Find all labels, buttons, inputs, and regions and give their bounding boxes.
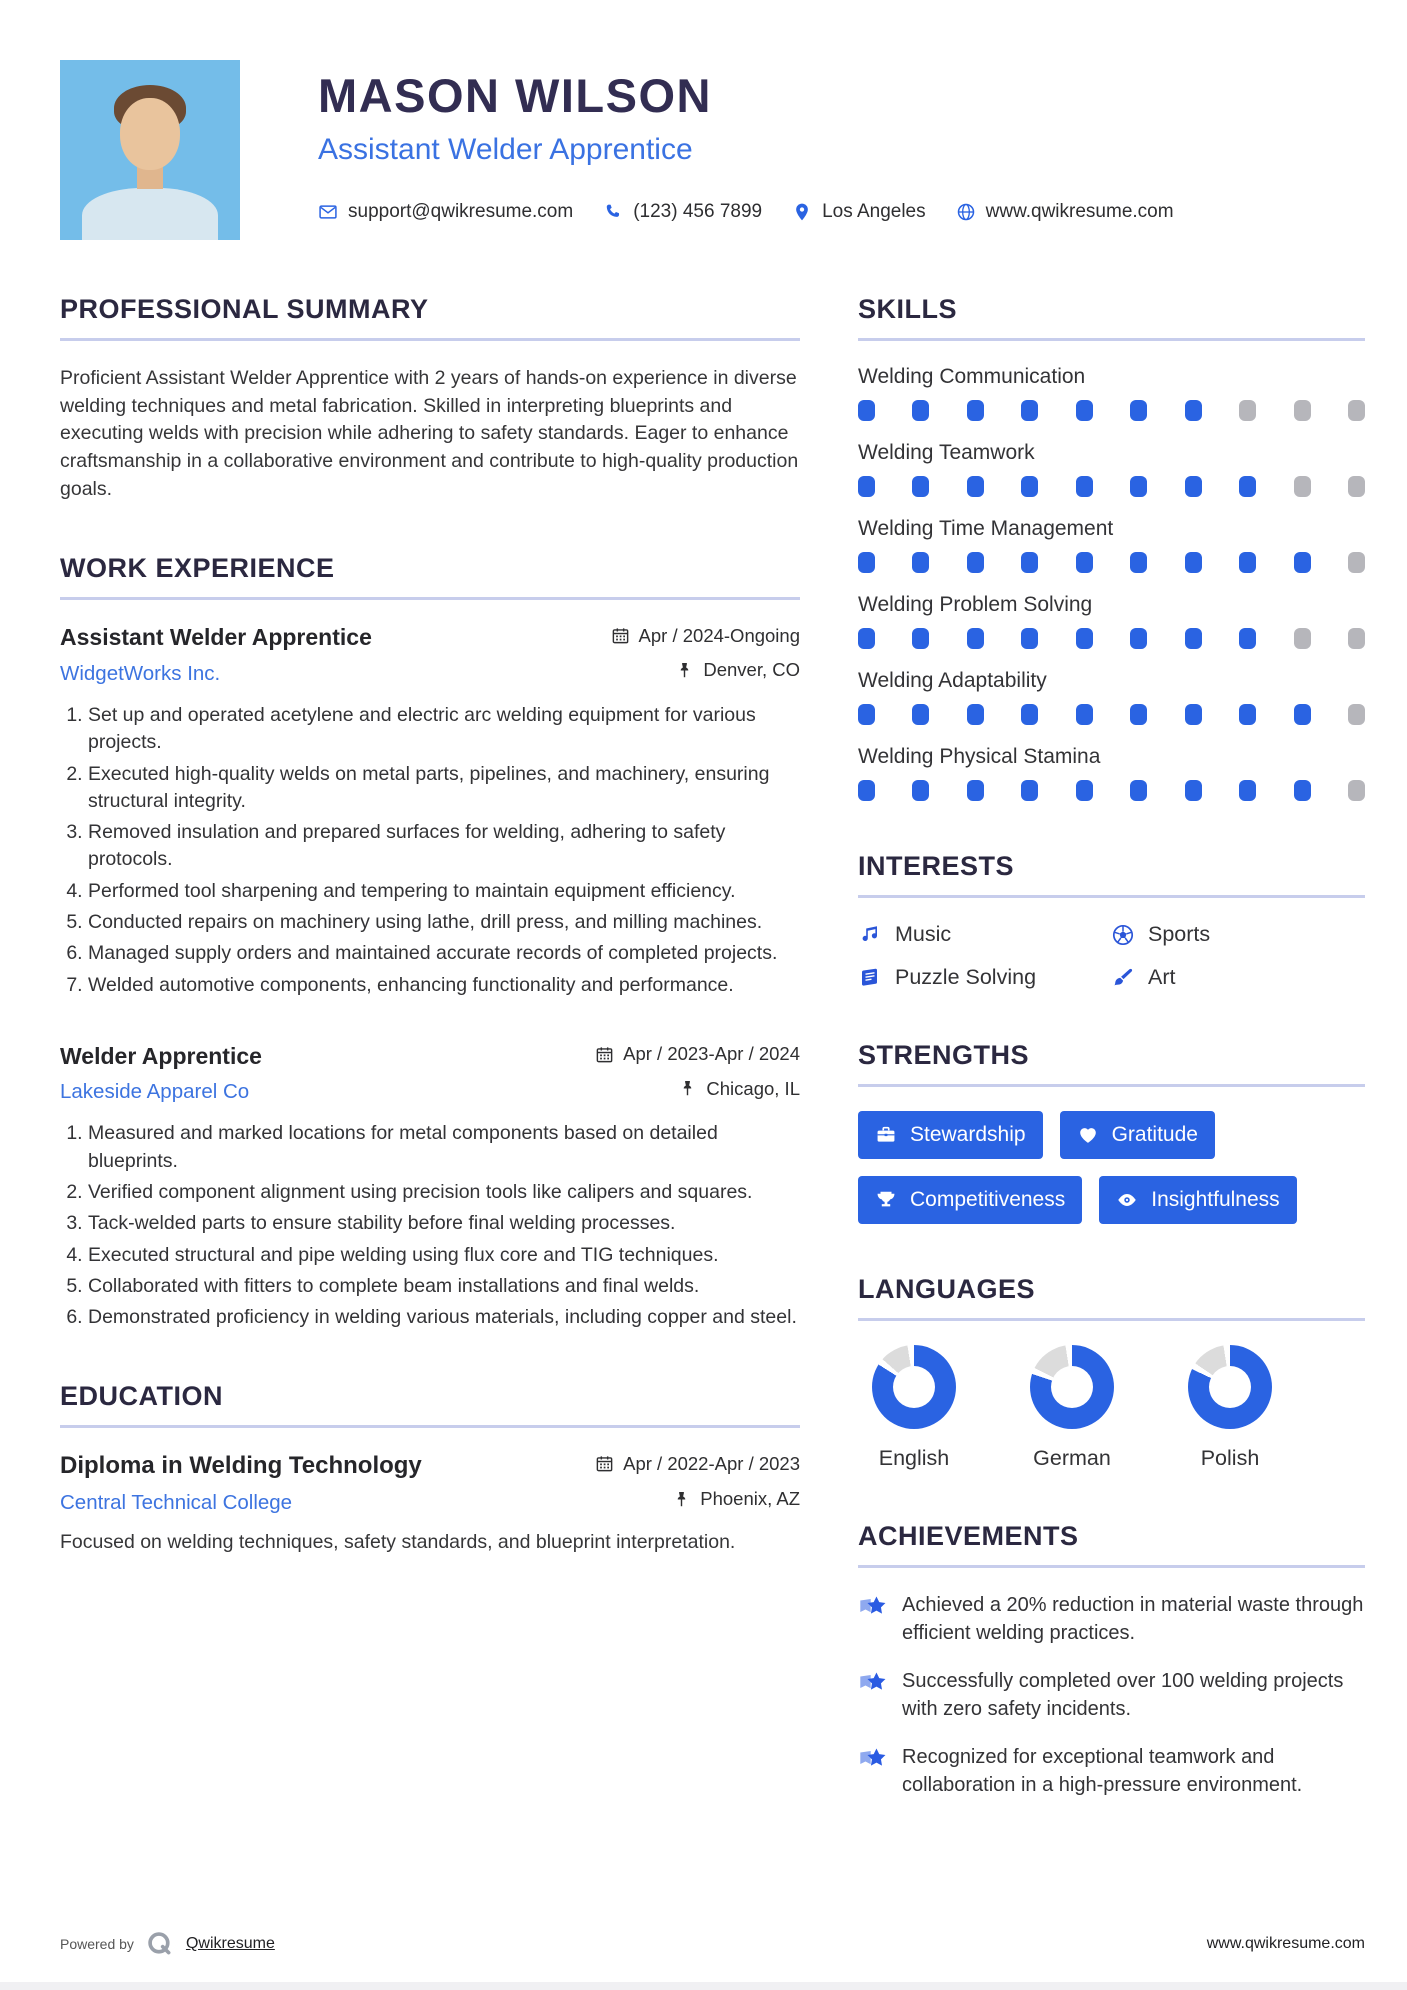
footer [60,1930,1365,1958]
heart-icon [1077,1124,1099,1146]
skill-dot [858,400,875,421]
job-bullet-list [60,1120,800,1331]
achievement-text: Achieved a 20% reduction in material waste through efficient welding practices. [902,1594,1364,1644]
skill-dot [1239,780,1256,801]
globe-icon [956,202,976,222]
language-donut [1188,1345,1272,1429]
skill-dot [1294,552,1311,573]
language-donut [872,1345,956,1429]
work-experience-section [60,553,800,1331]
footer-website: www.qwikresume.com [1206,1935,1365,1952]
job-dates: Apr / 2024-Ongoing [638,624,800,646]
skill-dot [967,780,984,801]
skill-dot [1021,552,1038,573]
interests-heading: INTERESTS [858,851,1365,898]
bullet-item: 1. Set up and operated acetylene and electric arc welding equipment for various projects. [88,702,800,757]
strength-badge [858,1176,1082,1224]
skill-label: Welding Adaptability [858,669,1047,692]
interest-item [1111,965,1365,990]
skill-label: Welding Communication [858,365,1086,388]
skill-dot [1021,476,1038,497]
skill-dot [1348,400,1365,421]
education-section [60,1381,800,1556]
candidate-job-title: Assistant Welder Apprentice [318,133,693,166]
bullet-item: 1. Measured and marked locations for metal components based on detailed blueprints. [88,1120,800,1175]
bullet-item: 6. Managed supply orders and maintained accurate records of completed projects. [88,940,800,967]
summary-section [60,294,800,503]
skill-dot [1076,476,1093,497]
skill-dot [1294,400,1311,421]
summary-heading: PROFESSIONAL SUMMARY [60,294,800,341]
skills-heading: SKILLS [858,294,1365,341]
skill-dot [1076,780,1093,801]
interests-grid [858,922,1365,990]
contact-item [318,201,573,223]
job-dates: Apr / 2023-Apr / 2024 [623,1043,800,1065]
skill-dot [1294,476,1311,497]
interest-label: Music [895,922,952,946]
company-link[interactable]: Lakeside Apparel Co [60,1080,250,1104]
education-description: Focused on welding techniques, safety standards, and blueprint interpretation. [60,1530,736,1553]
contact-text: (123) 456 7899 [633,201,763,222]
profile-photo [60,60,240,240]
skill-dot [1348,552,1365,573]
strength-label: Competitiveness [910,1188,1066,1211]
calendar-icon [595,1454,614,1473]
language-item [858,1345,970,1471]
education-dates: Apr / 2022-Apr / 2023 [623,1452,800,1474]
bullet-item: 3. Tack-welded parts to ensure stability before final welding processes. [88,1210,800,1237]
skill-dot [967,628,984,649]
contact-text: Los Angeles [822,201,926,222]
award-star-icon [858,1670,888,1698]
strength-badge [1099,1176,1296,1224]
achievements-list [858,1592,1365,1800]
job-entry [60,1043,800,1332]
strengths-section [858,1040,1365,1224]
skill-dot [858,704,875,725]
job-entry [60,624,800,998]
contact-item [792,201,926,223]
skill-dot [1185,628,1202,649]
skills-section [858,294,1365,801]
bullet-item: 6. Demonstrated proficiency in welding various materials, including copper and steel. [88,1304,800,1331]
skill-dot [1294,780,1311,801]
interest-label: Puzzle Solving [895,965,1037,989]
skill-dot [912,400,929,421]
skill-dots [858,400,1365,421]
bullet-item: 3. Removed insulation and prepared surfaces for welding, adhering to safety protocols. [88,819,800,874]
strength-badge [1060,1111,1215,1159]
skill-label: Welding Physical Stamina [858,745,1101,768]
job-location: Chicago, IL [706,1077,800,1099]
briefcase-icon [875,1124,897,1146]
achievement-text: Successfully completed over 100 welding projects with zero safety incidents. [902,1670,1344,1720]
job-location: Denver, CO [703,659,800,681]
language-label: German [1033,1446,1111,1470]
job-bullet-list [60,702,800,999]
skill-dot [858,780,875,801]
bullet-item: 2. Verified component alignment using precision tools like calipers and squares. [88,1179,800,1206]
skill-dot [1130,628,1147,649]
skill-dot [967,476,984,497]
skill-dot [1021,628,1038,649]
education-heading: EDUCATION [60,1381,800,1428]
skill-label: Welding Time Management [858,517,1114,540]
strength-badge [858,1111,1043,1159]
languages-heading: LANGUAGES [858,1274,1365,1321]
job-title: Welder Apprentice [60,1042,262,1069]
languages-section [858,1274,1365,1471]
achievements-section [858,1521,1365,1800]
bullet-item: 5. Conducted repairs on machinery using lathe, drill press, and milling machines. [88,909,800,936]
skill-dot [1185,780,1202,801]
skill-label: Welding Teamwork [858,441,1035,464]
bullet-item: 4. Executed structural and pipe welding using flux core and TIG techniques. [88,1242,800,1269]
skill-dot [1076,552,1093,573]
skill-dot [912,780,929,801]
skill-dot [1076,704,1093,725]
skill-dot [1239,552,1256,573]
pushpin-icon [675,661,694,680]
header [60,60,1365,240]
skill-item [858,365,1365,421]
skill-dot [967,704,984,725]
skill-item [858,517,1365,573]
skill-dot [1348,704,1365,725]
qwikresume-link[interactable]: Qwikresume [185,1935,275,1952]
paintbrush-icon [1111,966,1135,990]
skill-label: Welding Problem Solving [858,593,1093,616]
bullet-item: 5. Collaborated with fitters to complete beam installations and final welds. [88,1273,800,1300]
skill-dot [1130,704,1147,725]
skill-dot [1348,476,1365,497]
interest-item [1111,922,1365,947]
music-note-icon [858,923,882,947]
bullet-item: 2. Executed high-quality welds on metal parts, pipelines, and machinery, ensuring structural integrity. [88,761,800,816]
skill-dot [1294,704,1311,725]
skill-item [858,745,1365,801]
skill-item [858,441,1365,497]
strengths-heading: STRENGTHS [858,1040,1365,1087]
pushpin-icon [678,1079,697,1098]
languages-list [858,1345,1365,1471]
skill-dot [1021,780,1038,801]
skill-dot [858,628,875,649]
contact-text: support@qwikresume.com [348,201,574,222]
right-column [858,294,1365,1850]
skill-dot [858,552,875,573]
achievement-text: Recognized for exceptional teamwork and collaboration in a high-pressure environment. [902,1746,1303,1796]
skill-item [858,593,1365,649]
skill-dot [1185,704,1202,725]
skill-dot [1021,400,1038,421]
skill-dots [858,704,1365,725]
soccer-ball-icon [1111,923,1135,947]
skill-dots [858,780,1365,801]
skill-dots [858,552,1365,573]
left-column [60,294,800,1850]
skill-dot [1076,628,1093,649]
language-label: Polish [1200,1446,1260,1470]
skill-dot [1185,476,1202,497]
school-link[interactable]: Central Technical College [60,1490,293,1514]
calendar-icon [611,626,630,645]
bullet-item: 7. Welded automotive components, enhancing functionality and performance. [88,972,800,999]
skill-dot [1294,628,1311,649]
skill-dot [1239,400,1256,421]
work-experience-heading: WORK EXPERIENCE [60,553,800,600]
award-star-icon [858,1746,888,1774]
skill-dot [1348,628,1365,649]
calendar-icon [595,1045,614,1064]
eye-icon [1116,1189,1138,1211]
skill-dot [1130,400,1147,421]
achievement-item [858,1744,1365,1799]
strength-label: Insightfulness [1151,1188,1280,1211]
skill-dot [912,476,929,497]
skill-dot [912,552,929,573]
skill-dot [1021,704,1038,725]
skill-dot [912,628,929,649]
skill-dot [858,476,875,497]
book-icon [858,966,882,990]
language-label: English [878,1446,950,1470]
powered-by-label: Powered by [60,1936,134,1952]
skill-dot [1239,628,1256,649]
qwikresume-logo-icon [146,1930,174,1958]
skill-dot [1239,476,1256,497]
strength-label: Gratitude [1111,1123,1198,1146]
contact-text: www.qwikresume.com [985,201,1174,222]
interest-item [858,965,1111,990]
contact-row [318,201,1174,223]
skill-dot [1185,552,1202,573]
achievements-heading: ACHIEVEMENTS [858,1521,1365,1568]
skill-dot [1130,552,1147,573]
skill-dot [967,552,984,573]
strength-label: Stewardship [910,1123,1026,1146]
achievement-item [858,1668,1365,1723]
photo-shirt [82,188,218,240]
bottom-strip [0,1982,1407,1990]
job-title: Assistant Welder Apprentice [60,624,372,651]
award-star-icon [858,1594,888,1622]
skills-list [858,365,1365,801]
language-donut [1030,1345,1114,1429]
strengths-list [858,1111,1365,1224]
summary-text: Proficient Assistant Welder Apprentice with 2 years of hands-on experience in diverse welding techniques and metal fabrication. Skilled in interpreting blueprints and executing welds with precision while adhering to safety standards. Eager to enhance craftsmanship in a collaborative environment and contribute to high-quality production goals. [60,367,799,500]
envelope-icon [318,202,338,222]
interest-label: Art [1148,965,1176,989]
skill-dot [912,704,929,725]
skill-dot [1185,400,1202,421]
pushpin-icon [672,1490,691,1509]
skill-dot [1239,704,1256,725]
interests-section [858,851,1365,990]
language-item [1174,1345,1286,1471]
phone-icon [603,202,623,222]
contact-item [956,201,1174,223]
skill-dot [1348,780,1365,801]
skill-dots [858,476,1365,497]
skill-dot [1076,400,1093,421]
photo-head [120,98,180,170]
education-location: Phoenix, AZ [700,1488,800,1510]
skill-dots [858,628,1365,649]
company-link[interactable]: WidgetWorks Inc. [60,661,221,685]
degree-title: Diploma in Welding Technology [60,1452,422,1480]
bullet-item: 4. Performed tool sharpening and tempering to maintain equipment efficiency. [88,878,800,905]
contact-item [603,201,762,223]
candidate-name: MASON WILSON [318,69,712,122]
achievement-item [858,1592,1365,1647]
language-item [1016,1345,1128,1471]
skill-dot [967,400,984,421]
interest-label: Sports [1148,922,1211,946]
trophy-icon [875,1189,897,1211]
interest-item [858,922,1111,947]
location-pin-icon [792,202,812,222]
skill-dot [1130,476,1147,497]
skill-item [858,669,1365,725]
skill-dot [1130,780,1147,801]
